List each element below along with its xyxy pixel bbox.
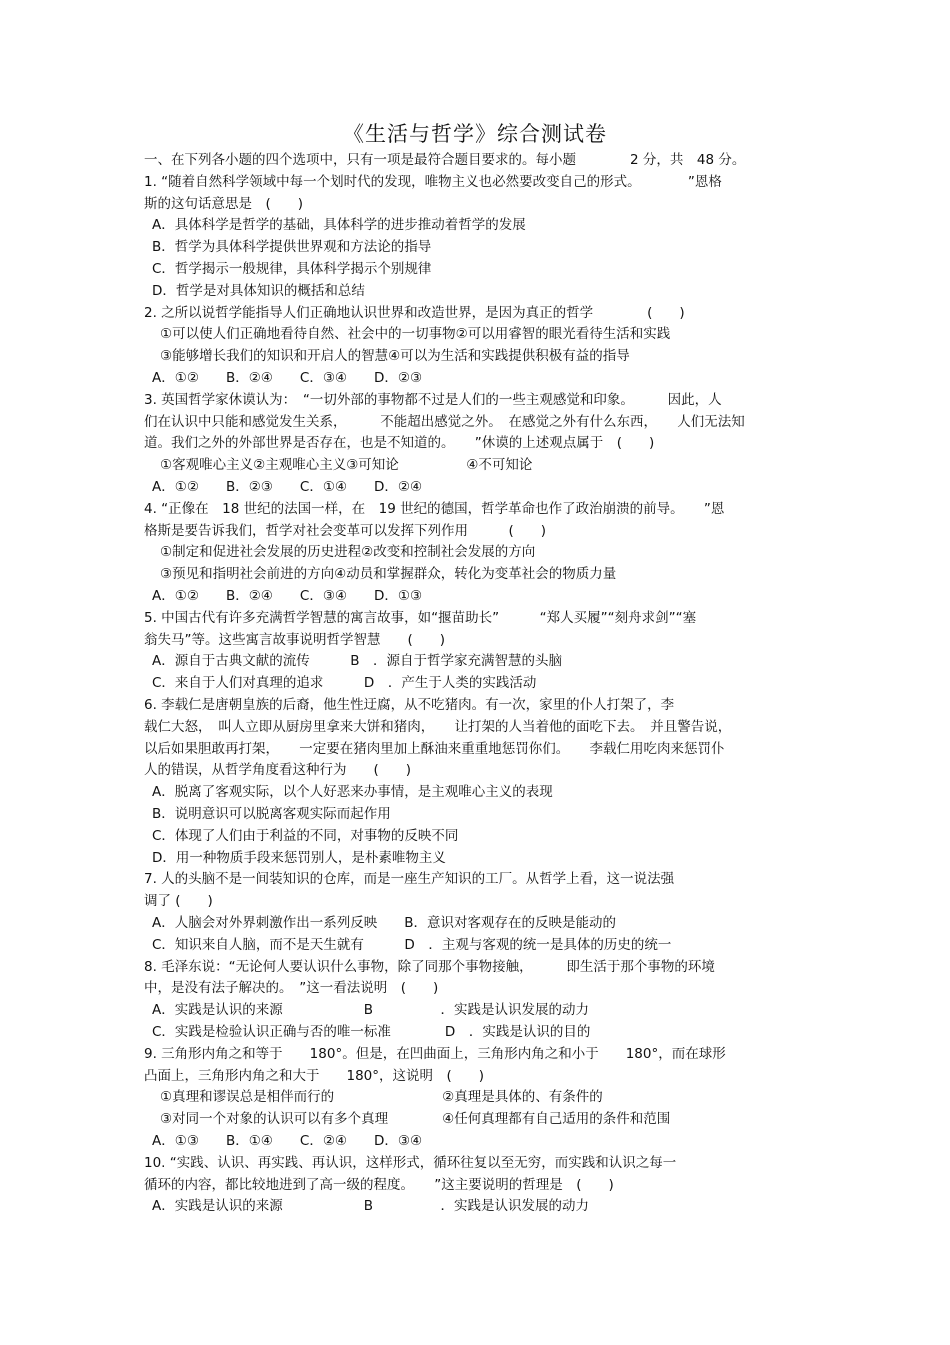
text-line: B．说明意识可以脱离客观实际而起作用 [152,806,391,822]
page-title: 《生活与哲学》综合测试卷 [343,122,607,146]
text-line: A．实践是认识的来源 B ．实践是认识发展的动力 [152,1198,589,1215]
text-line: ③能够增长我们的知识和开启人的智慧④可以为生活和实践提供积极有益的指导 [160,348,630,365]
text-line: 斯的这句话意思是 ( ) [144,195,304,212]
text-line: 7. 人的头脑不是一间装知识的仓库，而是一座生产知识的工厂。从哲学上看，这一说法强 [144,871,675,888]
text-line: A．①② B．②③ C．①④ D．②④ [152,479,423,495]
text-line: C．实践是检验认识正确与否的唯一标准 D ．实践是认识的目的 [152,1024,591,1040]
text-line: ①可以使人们正确地看待自然、社会中的一切事物②可以用睿智的眼光看待生活和实践 [160,326,671,343]
text-line: 载仁大怒， 叫人立即从厨房里拿来大饼和猪肉， 让打架的人当着他的面吃下去。 并且警告说， [144,718,732,735]
text-line: C．体现了人们由于利益的不同，对事物的反映不同 [152,827,459,844]
text-line: 凸面上，三角形内角之和大于 180°，这说明 ( ) [144,1067,485,1084]
text-line: 人的错误，从哲学角度看这种行为 ( ) [144,762,412,779]
text-line: A．源自于古典文献的流传 B ．源自于哲学家充满智慧的头脑 [152,653,562,670]
text-line: A．①② B．②④ C．③④ D．①③ [152,588,423,604]
text-line: 10. “实践、认识、再实践、再认识，这样形式，循环往复以至无穷，而实践和认识之每一 [144,1154,677,1171]
text-line: 2. 之所以说哲学能指导人们正确地认识世界和改造世界，是因为真正的哲学 ( ) [144,304,685,321]
text-line: D．哲学是对具体知识的概括和总结 [152,282,365,299]
text-line: D．用一种物质手段来惩罚别人，是朴素唯物主义 [152,849,446,866]
text-line: C．来自于人们对真理的追求 D ．产生于人类的实践活动 [152,675,537,692]
text-line: 翁失马”等。这些寓言故事说明哲学智慧 ( ) [144,631,446,648]
text-line: 中，是没有法子解决的。 ”这一看法说明 ( ) [144,980,439,997]
text-line: A．人脑会对外界刺激作出一系列反映 B．意识对客观存在的反映是能动的 [152,915,616,931]
text-line: 以后如果胆敢再打架， 一定要在猪肉里加上酥油来重重地惩罚你们。 李载仁用吃肉来惩罚仆 [144,740,725,757]
text-line: C．知识来自人脑，而不是天生就有 D ．主观与客观的统一是具体的历史的统一 [152,936,672,953]
text-line: A．实践是认识的来源 B ．实践是认识发展的动力 [152,1002,589,1019]
text-line: 9. 三角形内角之和等于 180°。但是，在凹曲面上，三角形内角之和小于 180°，而在球形 [144,1045,726,1062]
text-line: ①真理和谬误总是相伴而行的 ②真理是具体的、有条件的 [160,1089,603,1106]
text-line: 循环的内容，都比较地进到了高一级的程度。 ”这主要说明的哲理是 ( ) [144,1176,614,1193]
text-line: 一、在下列各小题的四个选项中，只有一项是最符合题目要求的。每小题 2 分，共 48 分。 [144,152,746,168]
text-line: 8. 毛泽东说：“无论何人要认识什么事物，除了同那个事物接触， 即生活于那个事物的环境 [144,958,715,975]
text-line: B．哲学为具体科学提供世界观和方法论的指导 [152,239,432,256]
text-line: A．脱离了客观实际，以个人好恶来办事情，是主观唯心主义的表现 [152,784,553,801]
text-line: 5. 中国古代有许多充满哲学智慧的寓言故事，如“揠苗助长” “郑人买履”“刻舟求剑”“塞 [144,609,697,626]
text-line: 调了 ( ) [144,893,213,910]
text-line: A．具体科学是哲学的基础，具体科学的进步推动着哲学的发展 [152,217,526,234]
text-line: ③对同一个对象的认识可以有多个真理 ④任何真理都有自己适用的条件和范围 [160,1111,671,1128]
text-line: ①制定和促进社会发展的历史进程②改变和控制社会发展的方向 [160,544,536,561]
text-line: A．①② B．②④ C．③④ D．②③ [152,370,423,386]
text-line: A．①③ B．①④ C．②④ D．③④ [152,1133,423,1149]
text-line: 6. 李载仁是唐朝皇族的后裔，他生性迂腐，从不吃猪肉。有一次，家里的仆人打架了，李 [144,697,675,713]
text-line: 3. 英国哲学家休谟认为： “一切外部的事物都不过是人们的一些主观感觉和印象。 因此，人 [144,391,722,408]
text-line: ①客观唯心主义②主观唯心主义③可知论 ④不可知论 [160,457,533,474]
text-line: 格斯是要告诉我们，哲学对社会变革可以发挥下列作用 ( ) [144,522,547,539]
text-line: C．哲学揭示一般规律，具体科学揭示个别规律 [152,261,432,277]
text-line: 4. “正像在 18 世纪的法国一样，在 19 世纪的德国，哲学革命也作了政治崩溃的前导。 ”恩 [144,500,725,517]
text-line: ③预见和指明社会前进的方向④动员和掌握群众，转化为变革社会的物质力量 [160,566,617,583]
text-line: 们在认识中只能和感觉发生关系， 不能超出感觉之外。 在感觉之外有什么东西， 人们无法知 [144,413,745,430]
text-line: 1. “随着自然科学领域中每一个划时代的发现，唯物主义也必然要改变自己的形式。 ”恩格 [144,173,722,190]
text-line: 道。我们之外的外部世界是否存在，也是不知道的。 ”休谟的上述观点属于 ( ) [144,435,655,452]
